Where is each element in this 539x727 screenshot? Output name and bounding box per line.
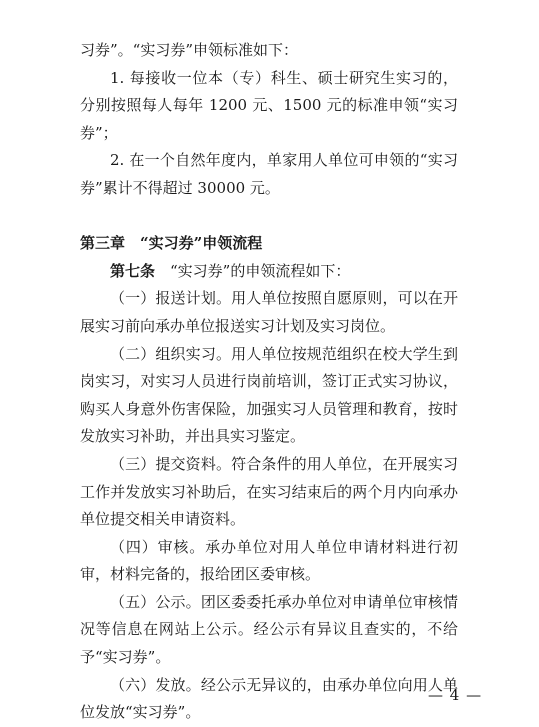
page-number: — 4 — [428,686,483,704]
step-5: （五）公示。团区委委托承办单位对申请单位审核情况等信息在网站上公示。经公示有异议且查实的，不给予“实习券”。 [80,592,458,667]
article-label: 第七条 [110,261,156,280]
paragraph-standard-1: 1. 每接收一位本（专）科生、硕士研究生实习的，分别按照每人每年 1200 元、1500 元的标准申领“实习券”； [80,68,458,142]
step-6: （六）发放。经公示无异议的，由承办单位向用人单位发放“实习券”。 [80,675,458,722]
step-2: （二）组织实习。用人单位按规范组织在校大学生到岗实习，对实习人员进行岗前培训，签订正式实习协议，购买人身意外伤害保险，加强实习人员管理和教育，按时发放实习补助，并出具实习鉴定。 [80,344,458,446]
step-4: （四）审核。承办单位对用人单位申请材料进行初审，材料完备的，报给团区委审核。 [80,537,458,584]
chapter-title: 第三章 “实习券”申领流程 [80,234,263,253]
paragraph-standard-2: 2. 在一个自然年度内，单家用人单位可申领的“实习券”累计不得超过 30000 元。 [80,151,458,197]
document-body [80,37,458,727]
article-text: “实习券”的申领流程如下： [155,261,351,280]
paragraph-continuation: 习券”。“实习券”申领标准如下： [80,41,299,59]
article-seven [80,258,458,286]
step-3: （三）提交资料。符合条件的用人单位，在开展实习工作并发放实习补助后，在实习结束后的两个月内向承办单位提交相关申请资料。 [80,454,458,529]
step-1: （一）报送计划。用人单位按照自愿原则，可以在开展实习前向承办单位报送实习计划及实习岗位。 [80,289,458,335]
